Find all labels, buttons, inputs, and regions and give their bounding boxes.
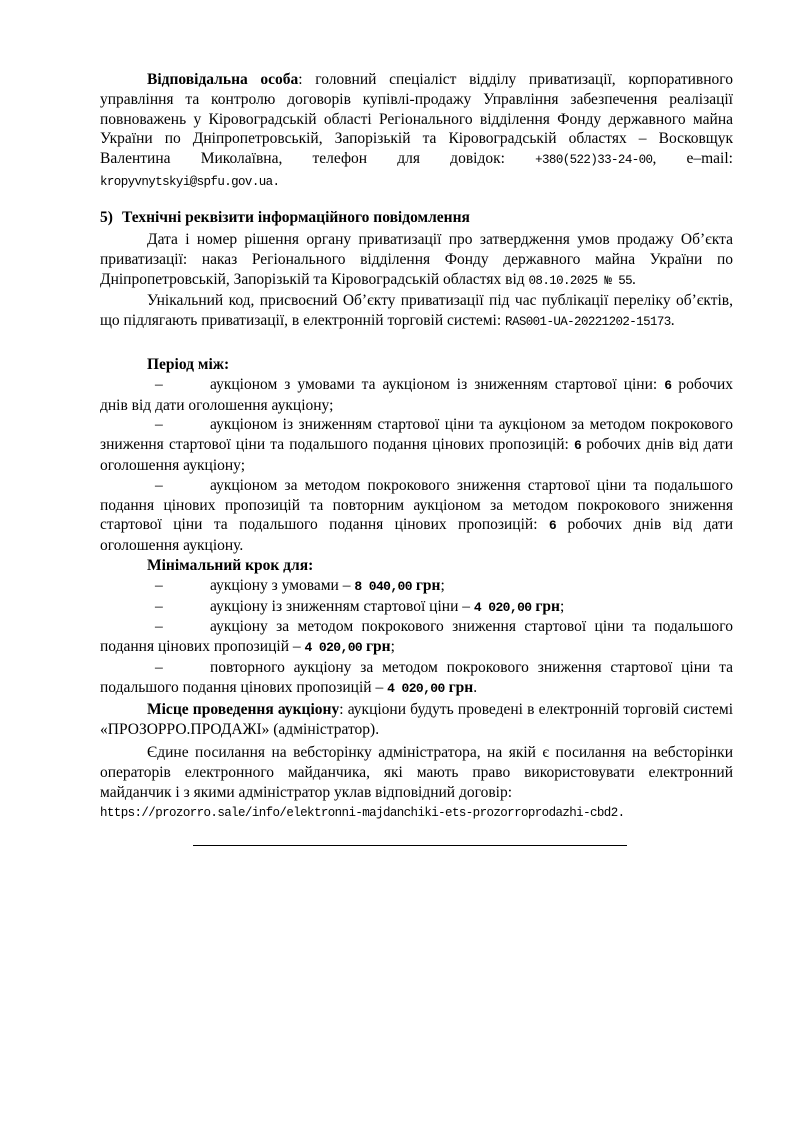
url-line	[100, 802, 733, 824]
bullet-dash: –	[155, 416, 163, 434]
min-step-item-4-value: 4 020,00	[387, 680, 445, 696]
period-section	[100, 355, 733, 556]
period-item-1-value: 6	[664, 377, 672, 393]
bullet-dash: –	[155, 658, 163, 676]
min-step-item-2-post: ;	[559, 597, 565, 615]
period-item-2-value: 6	[573, 438, 582, 454]
venue-section	[100, 700, 733, 740]
unique-code-tail: .	[670, 312, 675, 330]
min-step-title: Мінімальний крок для:	[147, 557, 314, 574]
venue-label: Місце проведення аукціону	[147, 701, 340, 718]
link-text: Єдине посилання на вебсторінку адміністратора, на якій є посилання на вебсторінки операторів електронного майданчика, які мають право використовувати електронний майданчик і з якими адміністратор уклав відповідний договір:	[100, 744, 733, 801]
bullet-dash: –	[155, 375, 163, 393]
period-item-3-pre: аукціоном за методом покрокового зниження стартової ціни та подальшого подання цінових пропозицій та повторним аукціоном за методом покрокового зниження стартової ціни та подальшого подання цінових пропозицій:	[100, 476, 733, 534]
min-step-item-1-pre: аукціону з умовами –	[210, 576, 355, 594]
bullet-dash: –	[155, 476, 163, 494]
requisites-section	[100, 230, 733, 333]
section-5	[100, 208, 733, 228]
min-step-item-1	[100, 576, 733, 597]
email-address: kropyvnytskyi@spfu.gov.ua.	[100, 174, 280, 189]
min-step-item-3	[100, 617, 733, 658]
decision-date-number: 08.10.2025 № 55	[528, 273, 633, 288]
period-item-1-pre: аукціоном з умовами та аукціоном із зниженням стартової ціни:	[210, 375, 665, 393]
decision-paragraph	[100, 230, 733, 291]
min-step-item-3-pre: аукціону за методом покрокового зниження стартової ціни та подальшого подання цінових пропозицій –	[100, 618, 733, 656]
min-step-item-4-pre: повторного аукціону за методом покрокового зниження стартової ціни та подальшого подання цінових пропозицій –	[100, 658, 733, 696]
period-title: Період між:	[147, 356, 230, 373]
min-step-item-1-post: ;	[440, 576, 445, 594]
section-title: Технічні реквізити інформаційного повідомлення	[122, 209, 470, 226]
unique-code-value: RAS001-UA-20221202-15173	[505, 315, 671, 330]
decision-text: Дата і номер рішення органу приватизації про затвердження умов продажу Об’єкта приватизації: наказ Регіонального відділення Фонду державного майна України по Дніпропетровській, Запорізькій та Кіровоградській областях від	[100, 231, 733, 288]
venue-text: : аукціони будуть проведені в електронній торговій системі «ПРОЗОРРО.ПРОДАЖІ» (адміністратор).	[100, 701, 733, 738]
min-step-item-1-value: 8 040,00	[354, 578, 412, 594]
bullet-dash: –	[155, 576, 163, 594]
unique-code-text: Унікальний код, присвоєний Об’єкту приватизації під час публікації переліку об’єктів, що підлягають приватизації, в електронній торговій системі:	[100, 292, 733, 330]
min-step-item-2-value: 4 020,00	[473, 599, 532, 615]
responsible-person-text: : головний спеціаліст відділу приватизації, корпоративного управління та контролю договорів купівлі-продажу Управління забезпечення реалізації повноважень у Кіровоградській області Регіонального відділення Фонду державного майна України по Дніпропетровській, Запорізькій та Кіровоградській областях – Восковщук Валентина Миколаївна, телефон для довідок:	[100, 71, 733, 168]
responsible-person-section	[100, 70, 733, 193]
min-step-item-1-unit: грн	[411, 576, 441, 594]
min-step-item-2	[100, 597, 733, 618]
decision-tail: .	[632, 270, 636, 288]
min-step-section	[100, 556, 733, 699]
responsible-person-label: Відповідальна особа	[147, 71, 299, 88]
period-item-1	[100, 375, 733, 416]
min-step-item-4	[100, 658, 733, 699]
period-item-2-post: робочих днів від дати оголошення аукціону;	[100, 436, 733, 474]
period-item-2-pre: аукціоном із зниженням стартової ціни та аукціоном за методом покрокового зниження стартової ціни та подальшого подання цінових пропозицій:	[100, 416, 733, 454]
unique-code-paragraph	[100, 291, 733, 333]
min-step-item-2-unit: грн	[531, 597, 560, 615]
min-step-item-3-value: 4 020,00	[304, 640, 363, 656]
bullet-dash: –	[155, 597, 163, 615]
period-item-2	[100, 415, 733, 475]
min-step-item-3-unit: грн	[362, 638, 391, 656]
bullet-dash: –	[155, 618, 163, 636]
phone-number: +380(522)33-24-00	[535, 153, 653, 168]
link-paragraph	[100, 743, 733, 802]
min-step-item-4-post: .	[473, 678, 478, 696]
min-step-item-3-post: ;	[390, 638, 395, 656]
admin-webpage-link[interactable]: https://prozorro.sale/info/elektronni-majdanchiki-ets-prozorroprodazhi-cbd2.	[100, 806, 625, 821]
period-item-3	[100, 476, 733, 556]
section-number: 5)	[100, 209, 113, 226]
period-item-1-post: робочих днів від дати оголошення аукціону;	[100, 375, 734, 414]
responsible-person-text-2: , e–mail:	[652, 150, 733, 168]
section-5-heading	[100, 208, 733, 228]
period-item-3-value: 6	[548, 518, 557, 534]
separator-line	[193, 845, 627, 846]
link-section	[100, 743, 733, 824]
period-item-3-post: робочих днів від дати оголошення аукціону.	[100, 516, 734, 555]
venue-paragraph	[100, 700, 733, 740]
responsible-person-paragraph	[100, 70, 733, 193]
min-step-item-4-unit: грн	[444, 678, 474, 696]
min-step-item-2-pre: аукціону із зниженням стартової ціни –	[210, 597, 474, 615]
